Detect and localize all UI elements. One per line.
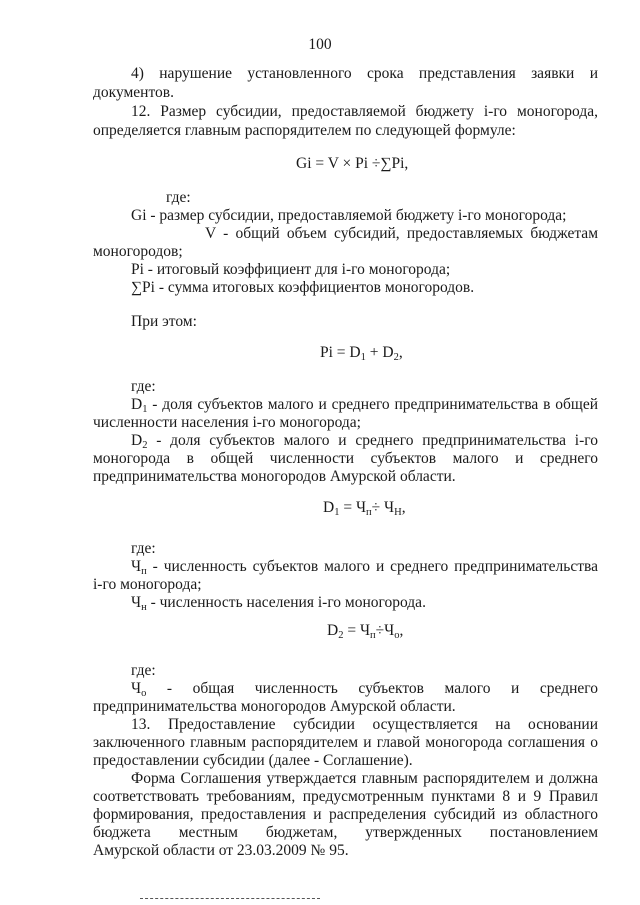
item4-line1: 4) нарушение установленного срока представления заявки и [131,65,598,82]
formula-pi: $Pi = D_1 + D_2$, [320,344,403,363]
def-d2-line2: моногорода в общей численности субъектов малого и среднего [93,450,598,467]
def-chp-line1: $Ч_п$ - численность субъектов малого и среднего предпринимательства [131,558,598,576]
def-pi: Pi - итоговый коэффициент для i-го моногорода; [131,261,451,278]
def-cho-line2: предпринимательства моногородов Амурской области. [93,698,456,715]
p12-line1: 12. Размер субсидии, предоставляемой бюджету i-го моногорода, [131,103,598,120]
where-label-4: где: [131,662,156,679]
def-chp-line2: i-го моногорода; [93,576,202,593]
item4-line2: документов. [93,84,174,101]
p-form-line3: формирования, предоставления и распределения субсидий из областного [93,806,598,823]
p13-line2: заключенного главным распорядителем и главой моногорода соглашения о [93,734,598,751]
page-number: 100 [308,36,332,53]
p-form-line2: соответствовать требованиям, предусмотренным пунктами 8 и 9 Правил [93,788,598,805]
formula-d2: $D_2 = Ч_п\div Ч_о$, [327,622,404,641]
pri-etom: При этом: [131,313,197,330]
p12-line2: определяется главным распорядителем по следующей формуле: [93,122,516,139]
def-cho-line1: $Ч_о$ - общая численность субъектов малого и среднего [131,680,598,698]
p-form-line4: бюджета местным бюджетам, утвержденных постановлением [93,824,598,841]
def-v-line1: V - общий объем субсидий, предоставляемых бюджетам [205,225,598,242]
def-d2-line3: предпринимательства моногородов Амурской области. [93,468,456,485]
formula-d1: $D_1 = Ч_п\div Ч_Н$, [323,499,406,518]
p13-line3: предоставлении субсидии (далее - Соглашение). [93,752,413,769]
def-chn: $Ч_н$ - численность населения i-го моногорода. [131,594,426,613]
def-v-line2: моногородов; [93,243,183,260]
def-d2-line1: $D_2$ - доля субъектов малого и среднего предпринимательства i-го [131,432,598,450]
def-d1-line2: численности населения i-го моногорода; [93,414,361,431]
p-form-line1: Форма Соглашения утверждается главным распорядителем и должна [131,770,598,787]
formula-gi: Gi = V × Pi ÷∑Pi, [296,155,409,172]
where-label-2: где: [131,378,156,395]
p-form-line5: Амурской области от 23.03.2009 № 95. [93,842,349,859]
def-d1-line1: $D_1$ - доля субъектов малого и среднего предпринимательства в общей [131,396,598,414]
def-sum-pi: ∑Pi - сумма итоговых коэффициентов моногородов. [131,279,475,296]
where-label-3: где: [131,540,156,557]
p13-line1: 13. Предоставление субсидии осуществляется на основании [131,716,598,733]
footer-dashed-line [140,898,320,899]
where-label-1: где: [166,189,191,206]
def-gi: Gi - размер субсидии, предоставляемой бюджету i-го моногорода; [131,207,567,224]
